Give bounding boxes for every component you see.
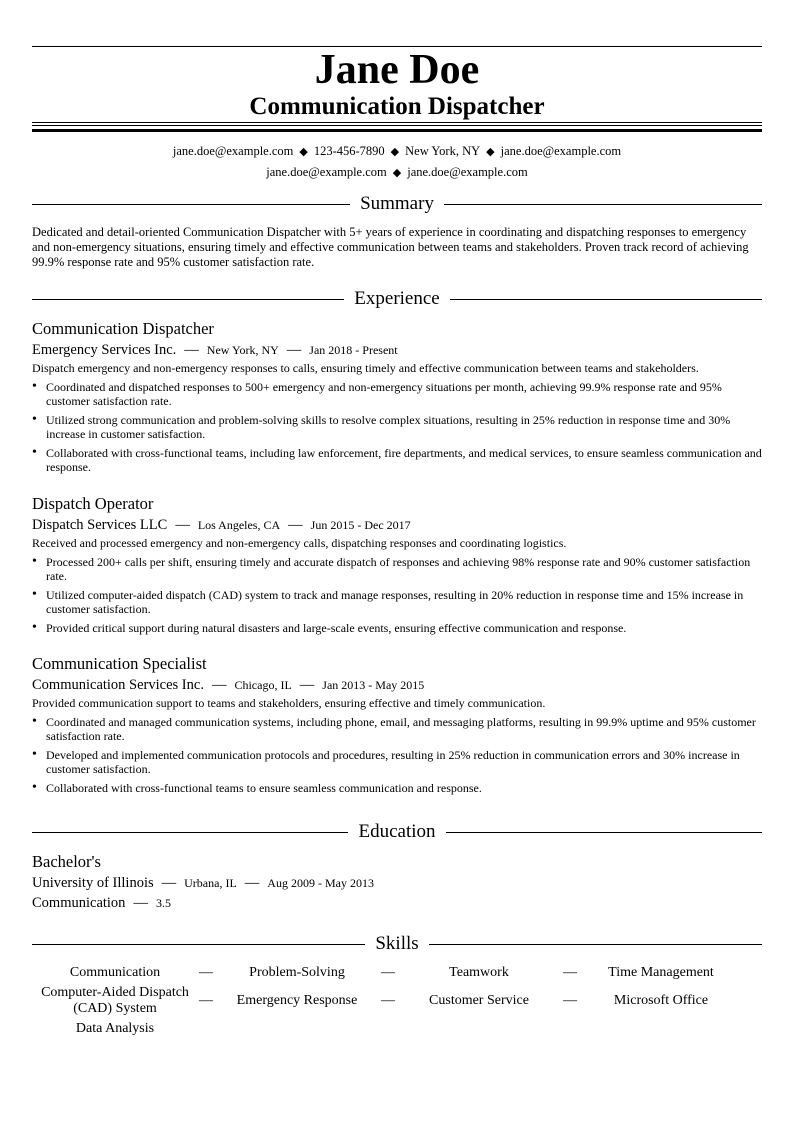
- job-meta: [32, 341, 762, 359]
- summary-heading: [32, 192, 762, 216]
- skill-item: Time Management: [608, 965, 714, 980]
- job-location: Los Angeles, CA: [197, 518, 281, 532]
- list-item: • Utilized computer-aided dispatch (CAD) system to track and manage responses, resulting in 20% reduction in response time and 15% increase in customer satisfaction.: [32, 587, 744, 616]
- education-field-row: [32, 894, 762, 912]
- job-company: Emergency Services Inc.: [32, 342, 177, 358]
- list-item: • Collaborated with cross-functional teams to ensure seamless communication and response.: [32, 780, 482, 795]
- education-heading: [32, 820, 762, 844]
- experience-heading: [32, 287, 762, 311]
- candidate-name: Jane Doe: [314, 47, 480, 93]
- dash-separator: —: [133, 895, 148, 911]
- skill-item: Communication: [69, 965, 161, 980]
- skill-item: Microsoft Office: [613, 993, 709, 1008]
- job-location: Chicago, IL: [234, 678, 292, 692]
- summary-text: Dedicated and detail-oriented Communication Dispatcher with 5+ years of experience in coordinating and dispatching responses to emergency and non-emergency situations, ensuring timely and effective communication between teams and stakeholders. Proven track record of achieving 99.9% response rate and 95% customer satisfaction rate.: [32, 225, 749, 269]
- job-description: Received and processed emergency and non-emergency calls, dispatching responses and coordinating logistics.: [32, 536, 567, 550]
- section-title: Summary: [360, 193, 434, 214]
- contact-email[interactable]: jane.doe@example.com: [266, 165, 387, 179]
- bullet-icon: •: [32, 747, 37, 762]
- dash-separator: —: [184, 342, 199, 358]
- list-item: • Provided critical support during natural disasters and large-scale events, ensuring effective communication and response.: [32, 620, 627, 635]
- list-item: • Processed 200+ calls per shift, ensuring timely and accurate dispatch of responses and achieving 98% response rate and 90% customer satisfaction rate.: [32, 554, 751, 583]
- dash-separator: —: [381, 993, 395, 1008]
- skills-row: [32, 963, 762, 983]
- dash-separator: —: [299, 677, 315, 693]
- degree: Bachelor's: [32, 852, 101, 871]
- bullet-icon: •: [32, 379, 37, 394]
- diamond-separator-icon: ◆: [392, 167, 402, 179]
- job-bullets: [32, 380, 762, 474]
- skill-item: Emergency Response: [236, 993, 358, 1008]
- job-title: Communication Dispatcher: [32, 319, 214, 338]
- education-meta: [32, 874, 762, 892]
- job-title: Dispatch Operator: [32, 494, 154, 513]
- job-company: Communication Services Inc.: [32, 677, 204, 693]
- bullet-icon: •: [32, 554, 37, 569]
- education-location: Urbana, IL: [184, 876, 237, 890]
- skill-item: Teamwork: [449, 965, 509, 980]
- school: University of Illinois: [32, 875, 154, 891]
- job-title: Communication Specialist: [32, 654, 207, 673]
- job-location: New York, NY: [206, 343, 279, 357]
- job-dates: Jan 2013 - May 2015: [322, 678, 425, 692]
- bullet-icon: •: [32, 445, 37, 460]
- job-dates: Jan 2018 - Present: [309, 343, 398, 357]
- job-entry: [32, 494, 762, 640]
- job-entry: [32, 654, 762, 800]
- section-title: Education: [358, 821, 436, 842]
- skills-row: [32, 1019, 762, 1039]
- dash-separator: —: [563, 993, 577, 1008]
- job-entry: [32, 319, 762, 479]
- header-rule: [32, 125, 762, 126]
- contact-email[interactable]: jane.doe@example.com: [500, 144, 622, 158]
- dash-separator: —: [563, 965, 577, 980]
- list-item: • Utilized strong communication and problem-solving skills to resolve complex situations, resulting in 25% reduction in response time and 30% increase in customer satisfaction.: [32, 412, 731, 441]
- section-title: Experience: [354, 288, 440, 309]
- dash-separator: —: [161, 875, 177, 891]
- diamond-separator-icon: ◆: [390, 146, 400, 158]
- dash-separator: —: [199, 993, 213, 1008]
- list-item: • Developed and implemented communication protocols and procedures, resulting in 25% reduction in communication errors and 30% increase in customer satisfaction.: [32, 747, 740, 776]
- education-entry: [32, 852, 762, 912]
- contact-line-1: [32, 142, 762, 161]
- job-meta: [32, 516, 762, 534]
- field-of-study: Communication: [32, 895, 126, 911]
- diamond-separator-icon: ◆: [486, 146, 495, 158]
- section-title: Skills: [375, 933, 419, 954]
- job-company: Dispatch Services LLC: [32, 517, 168, 533]
- job-bullets: [32, 555, 762, 635]
- skills-heading: [32, 932, 762, 956]
- skills-grid: [32, 963, 762, 1039]
- job-meta: [32, 676, 762, 694]
- job-description: Dispatch emergency and non-emergency responses to calls, ensuring timely and effective communication between teams and stakeholders.: [32, 361, 699, 375]
- bullet-icon: •: [32, 412, 37, 427]
- skill-item: Customer Service: [429, 993, 529, 1008]
- contact-phone[interactable]: 123-456-7890: [313, 144, 385, 158]
- header-rule: [32, 122, 762, 123]
- list-item: • Coordinated and dispatched responses to 500+ emergency and non-emergency situations per month, achieving 99.9% response rate and 95% customer satisfaction rate.: [32, 379, 722, 408]
- gpa: 3.5: [155, 896, 171, 910]
- bullet-icon: •: [32, 780, 37, 795]
- job-description: Provided communication support to teams and stakeholders, ensuring effective and timely communication.: [32, 696, 546, 710]
- job-dates: Jun 2015 - Dec 2017: [310, 518, 411, 532]
- contact-location: New York, NY: [405, 144, 481, 158]
- contact-email[interactable]: jane.doe@example.com: [407, 165, 528, 179]
- education-dates: Aug 2009 - May 2013: [267, 876, 374, 890]
- dash-separator: —: [244, 875, 260, 891]
- dash-separator: —: [211, 677, 227, 693]
- list-item: • Coordinated and managed communication systems, including phone, email, and messaging platforms, resulting in 99.9% uptime and 95% customer satisfaction rate.: [32, 714, 756, 743]
- skill-item: Computer-Aided Dispatch (CAD) System: [41, 985, 189, 1016]
- dash-separator: —: [286, 342, 302, 358]
- bullet-icon: •: [32, 714, 37, 729]
- skill-item: Problem-Solving: [249, 965, 345, 980]
- dash-separator: —: [288, 517, 303, 533]
- dash-separator: —: [381, 965, 395, 980]
- job-bullets: [32, 715, 762, 795]
- candidate-title: Communication Dispatcher: [249, 93, 545, 120]
- header-rule-thick: [32, 129, 762, 132]
- contact-line-2: [32, 163, 762, 182]
- dash-separator: —: [175, 517, 190, 533]
- bullet-icon: •: [32, 620, 37, 635]
- skills-row: [32, 983, 762, 1019]
- contact-email[interactable]: jane.doe@example.com: [172, 144, 294, 158]
- diamond-separator-icon: ◆: [299, 146, 308, 158]
- dash-separator: —: [199, 965, 213, 980]
- bullet-icon: •: [32, 587, 37, 602]
- list-item: • Collaborated with cross-functional teams, including law enforcement, fire departments, and medical services, to ensure seamless communication and response.: [32, 445, 762, 474]
- skill-item: Data Analysis: [75, 1021, 155, 1036]
